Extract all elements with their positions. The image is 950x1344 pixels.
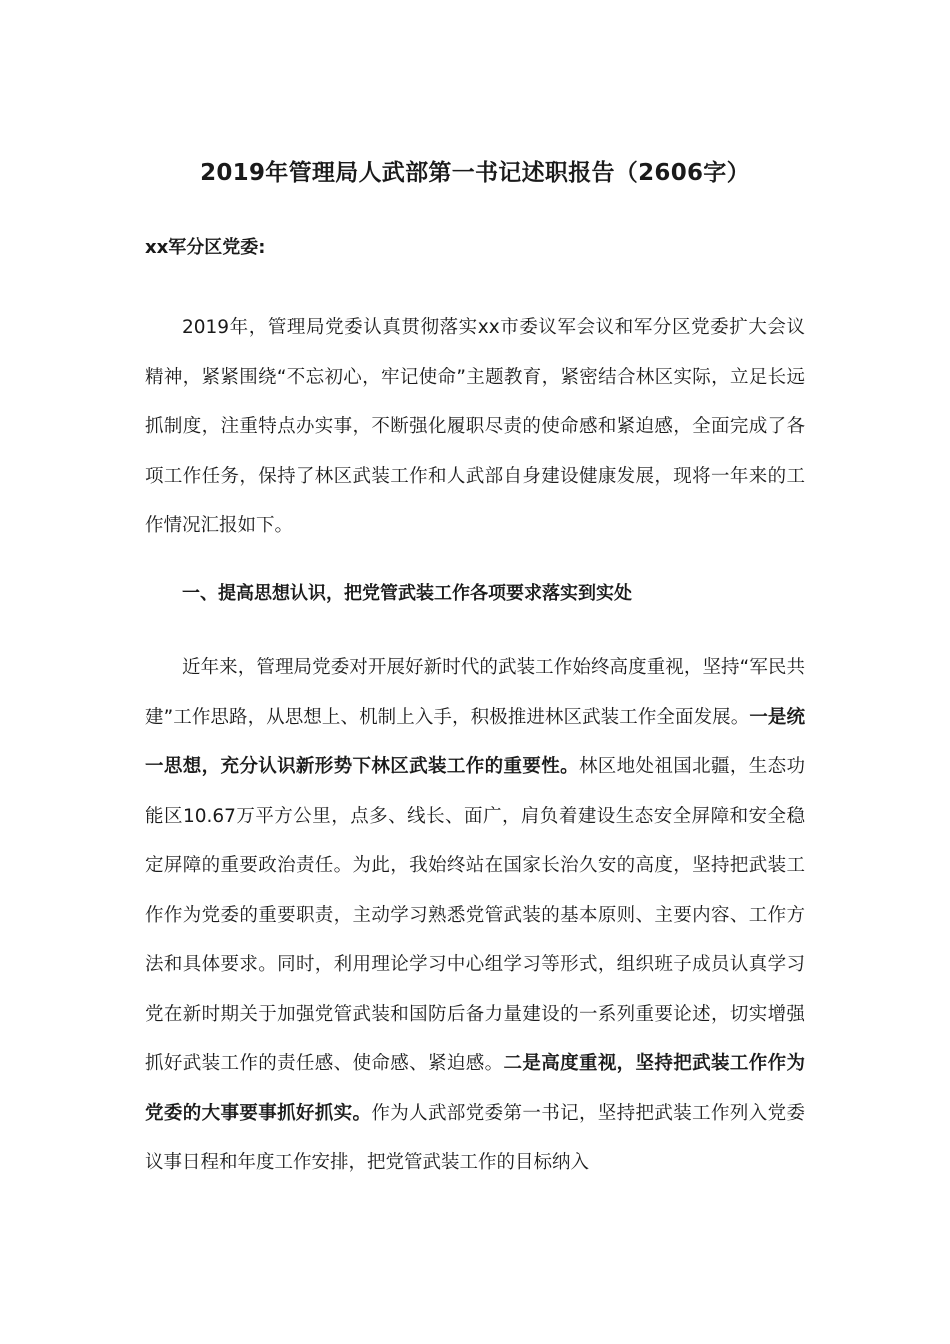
section-1-text-part-1: 近年来，管理局党委对开展好新时代的武装工作始终高度重视，坚持“军民共建”工作思路，从思想上、机制上入手，积极推进林区武装工作全面发展。 [145, 657, 805, 728]
intro-paragraph: 2019年，管理局党委认真贯彻落实xx市委议军会议和军分区党委扩大会议精神，紧紧围绕“不忘初心，牢记使命”主题教育，紧密结合林区实际，立足长远抓制度，注重特点办实事，不断强化履职尽责的使命感和紧迫感，全面完成了各项工作任务，保持了林区武装工作和人武部自身建设健康发展，现将一年来的工作情况汇报如下。 [145, 317, 805, 536]
section-1-text-part-3: 作为人武部党委第一书记，坚持把武装工作列入党委议事日程和年度工作安排，把党管武装工作的目标纳入 [145, 1102, 805, 1173]
section-1-text-part-2: 林区地处祖国北疆，生态功能区10.67万平方公里，点多、线长、面广，肩负着建设生态安全屏障和安全稳定屏障的重要政治责任。为此，我始终站在国家长治久安的高度，坚持把武装工作作为党委的重要职责，主动学习熟悉党管武装的基本原则、主要内容、工作方法和具体要求。同时，利用理论学习中心组学习等形式，组织班子成员认真学习党在新时期关于加强党管武装和国防后备力量建设的一系列重要论述，切实增强抓好武装工作的责任感、使命感、紧迫感。 [145, 756, 805, 1074]
salutation: xx军分区党委: [145, 237, 266, 258]
section-1-paragraph [145, 643, 805, 1188]
document-title: 2019年管理局人武部第一书记述职报告（2606字） [200, 160, 750, 186]
section-heading-1: 一、提高思想认识，把党管武装工作各项要求落实到实处 [182, 583, 632, 604]
section-1-bold-point-1: 一是统一思想，充分认识新形势下林区武装工作的重要性。 [145, 706, 805, 777]
section-1-bold-point-2: 二是高度重视，坚持把武装工作作为党委的大事要事抓好抓实。 [145, 1053, 805, 1124]
